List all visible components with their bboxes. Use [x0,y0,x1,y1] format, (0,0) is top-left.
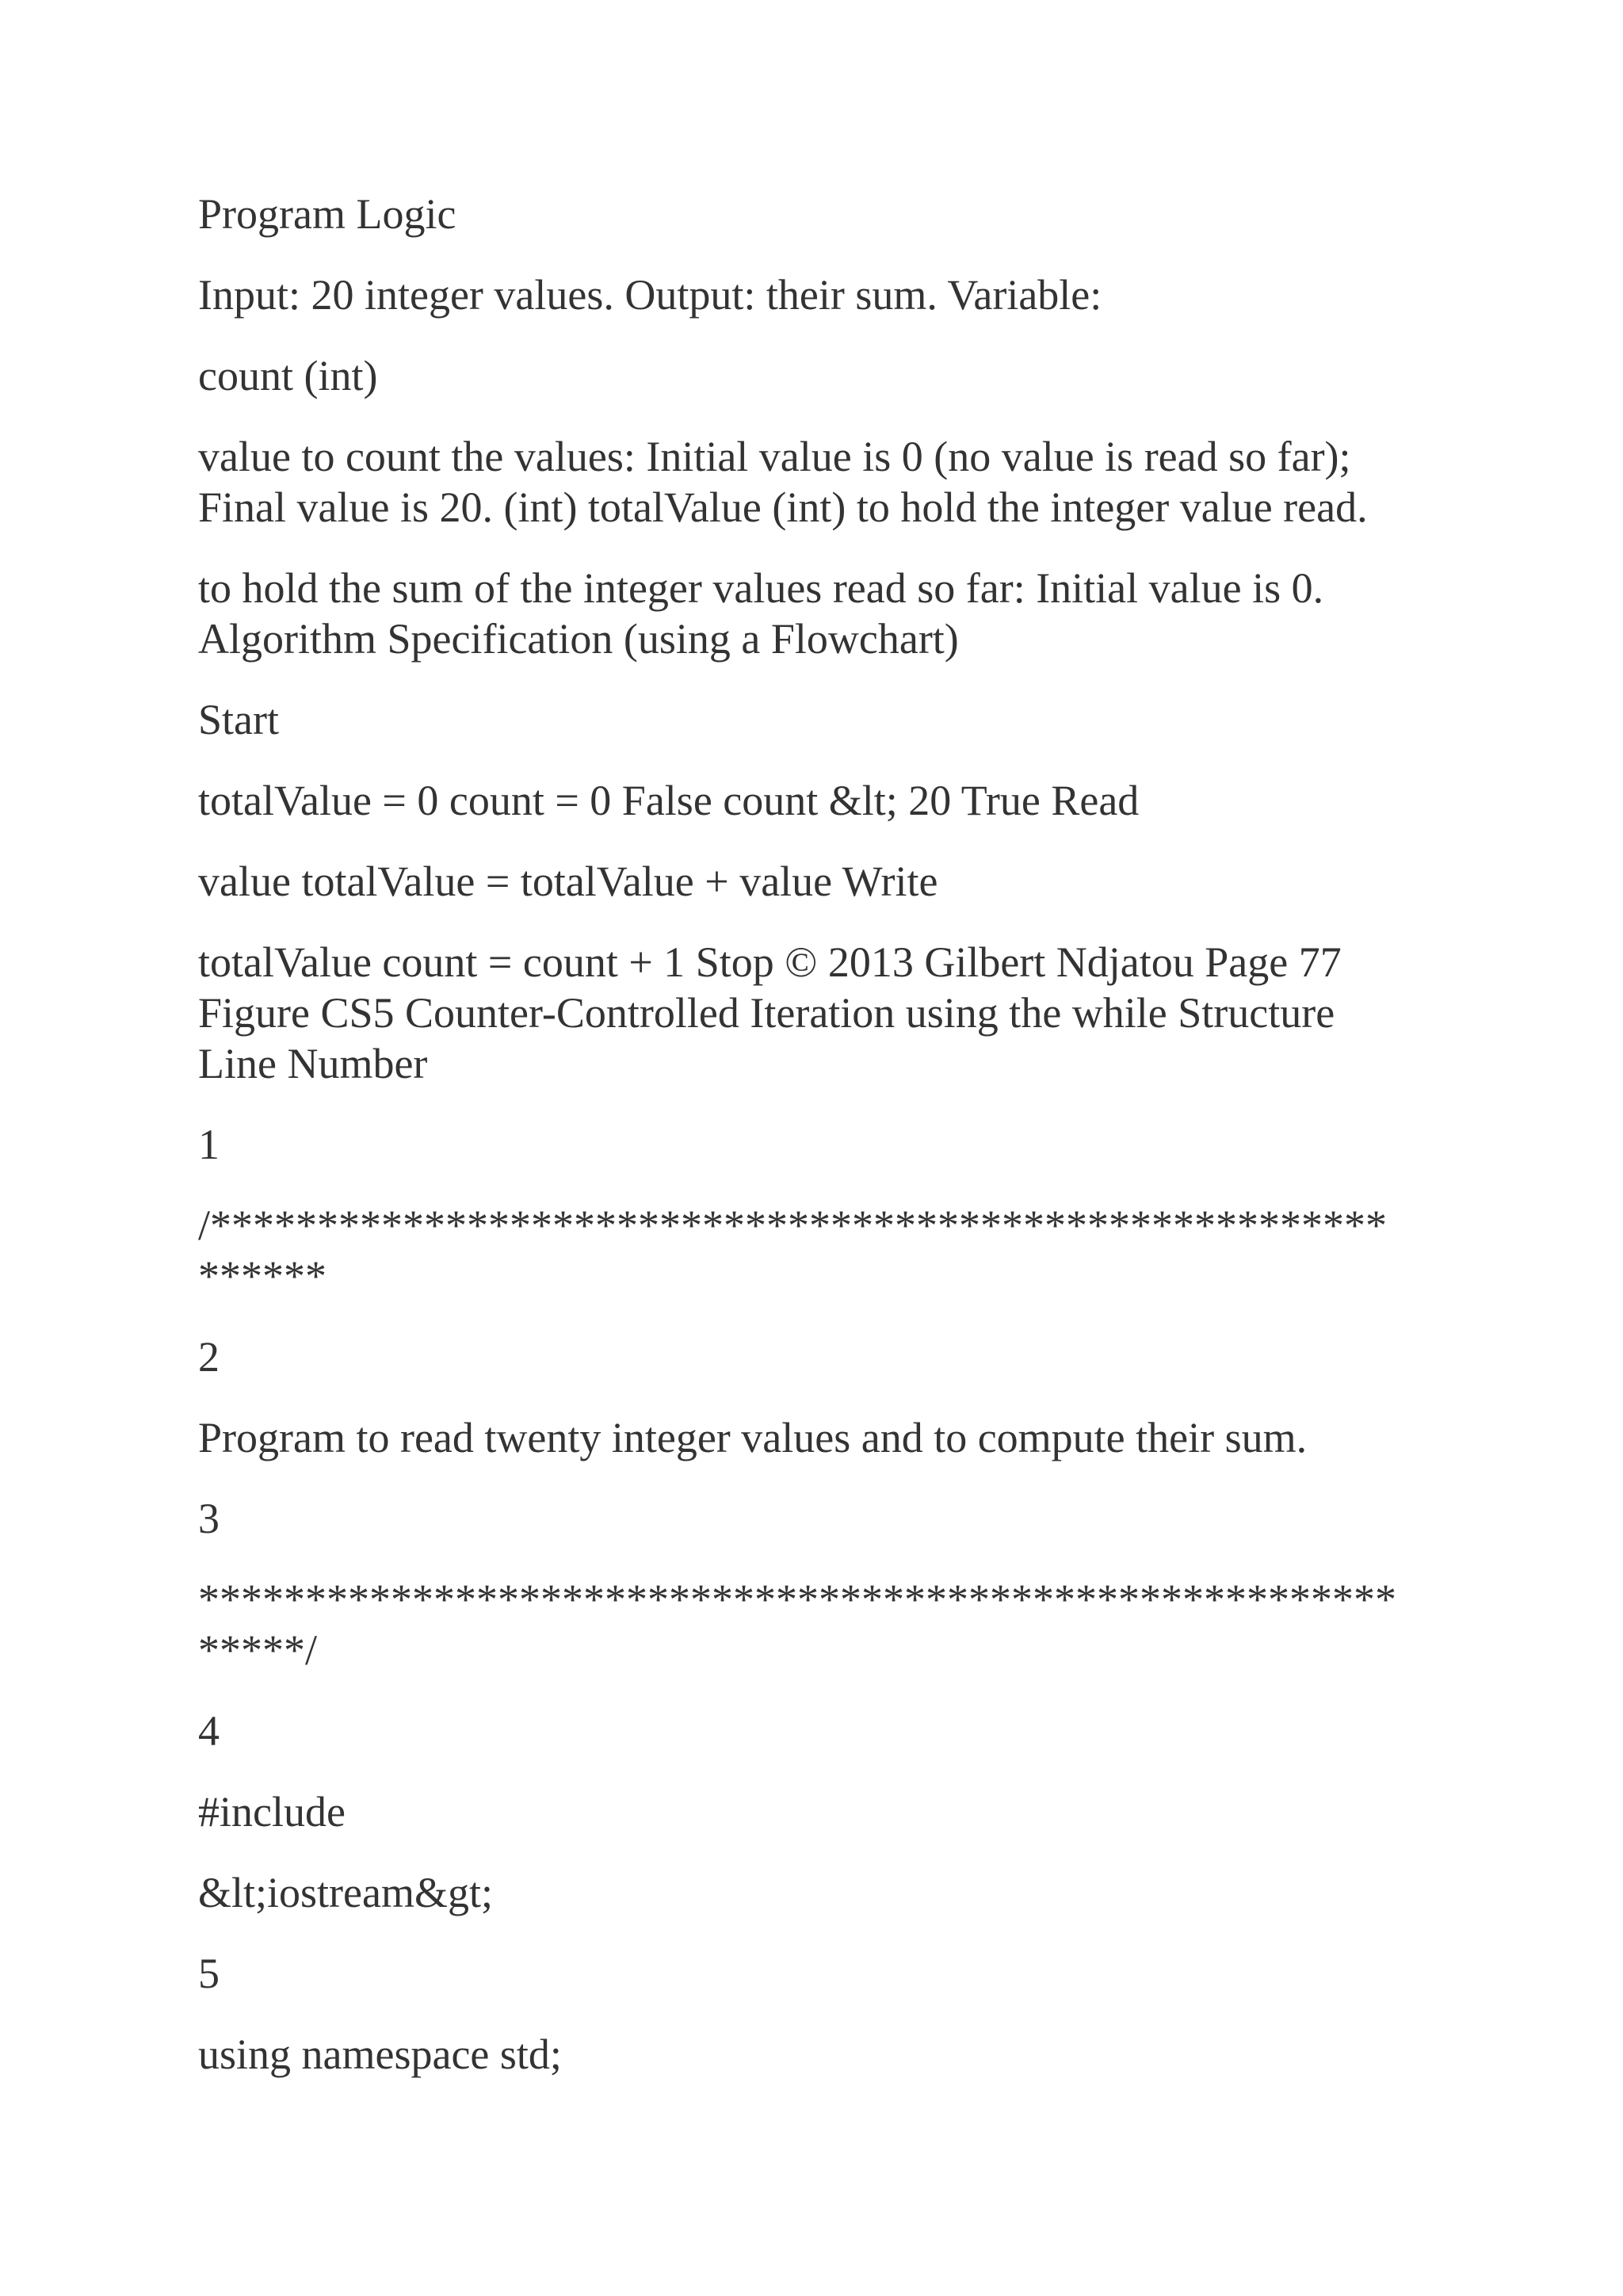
code-include [198,1786,1434,1837]
text-line: *****/ [198,1626,318,1674]
heading-program-logic [198,189,1434,239]
flowchart-update [198,856,1434,907]
text-line: to hold the sum of the integer values read so far: Initial value is 0. [198,564,1324,612]
text-line: value totalValue = totalValue + value Write [198,858,938,905]
text-line: &lt;iostream&gt; [198,1869,493,1916]
flowchart-init [198,775,1434,826]
text-line: 2 [198,1333,220,1381]
text-line: Input: 20 integer values. Output: their sum. Variable: [198,271,1102,319]
paragraph-sum-description [198,563,1434,664]
paragraph-input-output [198,269,1434,320]
line-number-1 [198,1119,1434,1170]
text-line: #include [198,1788,346,1836]
text-line: totalValue count = count + 1 Stop © 2013 Gilbert Ndjatou Page 77 [198,938,1342,986]
comment-program-description [198,1412,1434,1463]
text-line: Algorithm Specification (using a Flowchart) [198,615,959,663]
column-header-line-number: Line Number [198,1040,428,1087]
text-line: using namespace std; [198,2030,562,2078]
text-line: Program to read twenty integer values and to compute their sum. [198,1414,1308,1461]
figure-caption: Figure CS5 Counter-Controlled Iteration using the while Structure [198,989,1335,1037]
line-number-2 [198,1331,1434,1382]
comment-close [198,1574,1434,1675]
line-number-4 [198,1706,1434,1756]
text-line: Final value is 20. (int) totalValue (int) to hold the integer value read. [198,483,1368,531]
text-line: Start [198,696,279,743]
text-line: ****** [198,1252,327,1300]
paragraph-value-description [198,431,1434,533]
line-number-3 [198,1493,1434,1544]
text-line: value to count the values: Initial value is 0 (no value is read so far); [198,433,1351,480]
flowchart-end-and-caption [198,937,1434,1089]
paragraph-count-variable [198,350,1434,401]
text-line: 4 [198,1707,220,1755]
text-line: totalValue = 0 count = 0 False count &lt; 20 True Read [198,777,1140,824]
text-line: 1 [198,1121,220,1168]
code-using-namespace [198,2029,1434,2080]
document-body [198,189,1434,2110]
code-iostream [198,1867,1434,1918]
comment-open [198,1200,1434,1301]
text-line: count (int) [198,352,378,399]
text-line: ******************************************************** [198,1576,1396,1623]
line-number-5 [198,1948,1434,1999]
text-line: 5 [198,1950,220,1997]
text-line: Program Logic [198,190,456,238]
text-line: 3 [198,1495,220,1542]
flowchart-start [198,694,1434,745]
text-line: /******************************************************* [198,1201,1388,1249]
